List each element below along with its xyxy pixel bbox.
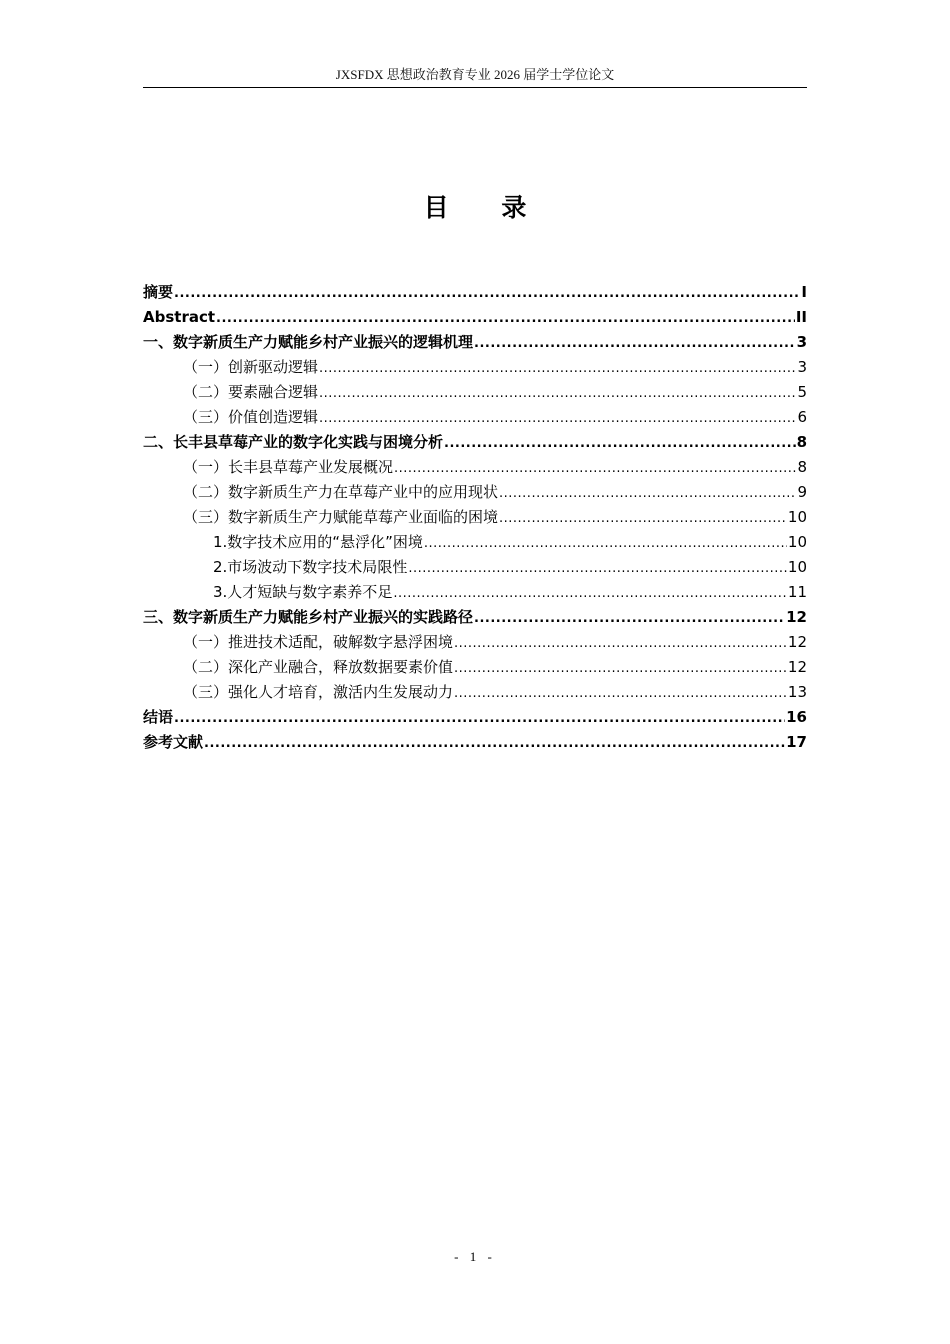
toc-entry-label: （一）长丰县草莓产业发展概况 [183,458,394,476]
toc-dot-leader [174,706,785,731]
toc-entry-page: 10 [787,533,807,551]
toc-dot-leader [216,306,795,331]
toc-entry-label: 结语 [143,708,174,726]
toc-entry-page: 6 [797,408,807,426]
toc-entry-page: 12 [787,658,807,676]
toc-entry[interactable] [143,405,807,430]
toc-dot-leader [454,631,787,656]
toc-entry[interactable] [143,330,807,355]
toc-entry[interactable] [143,530,807,555]
toc-entry[interactable] [143,605,807,630]
toc-dot-leader [319,356,796,381]
toc-entry-page: 12 [787,633,807,651]
toc-entry-label: （一）推进技术适配，破解数字悬浮困境 [183,633,454,651]
toc-entry[interactable] [143,380,807,405]
toc-entry-label: 3.人才短缺与数字素养不足 [213,583,393,601]
toc-entry[interactable] [143,455,807,480]
toc-entry-label: 一、数字新质生产力赋能乡村产业振兴的逻辑机理 [143,333,474,351]
toc-entry[interactable] [143,730,807,755]
toc-entry[interactable] [143,555,807,580]
toc-entry-page: II [795,308,807,326]
toc-entry[interactable] [143,655,807,680]
toc-entry-page: 3 [796,333,807,351]
toc-entry[interactable] [143,580,807,605]
page-number: - 1 - [454,1249,496,1264]
toc-dot-leader [408,556,787,581]
toc-dot-leader [474,606,785,631]
toc-entry[interactable] [143,505,807,530]
toc-entry[interactable] [143,305,807,330]
toc-entry-label: （一）创新驱动逻辑 [183,358,319,376]
toc-entry-page: 8 [796,433,807,451]
toc-entry-page: 9 [797,483,807,501]
toc-entry-page: 5 [797,383,807,401]
toc-dot-leader [454,681,787,706]
toc-entry[interactable] [143,355,807,380]
toc-dot-leader [454,656,787,681]
toc-dot-leader [444,431,796,456]
toc-dot-leader [174,281,800,306]
toc-dot-leader [474,331,796,356]
toc-entry[interactable] [143,630,807,655]
toc-entry-label: （三）强化人才培育，激活内生发展动力 [183,683,454,701]
toc-entry-page: 16 [786,708,807,726]
toc-entry-page: 13 [787,683,807,701]
toc-entry-label: 2.市场波动下数字技术局限性 [213,558,408,576]
toc-entry[interactable] [143,430,807,455]
toc-dot-leader [394,456,796,481]
toc-entry[interactable] [143,705,807,730]
toc-entry[interactable] [143,280,807,305]
toc-entry-page: 3 [797,358,807,376]
toc-dot-leader [499,481,796,506]
toc-entry-label: （三）数字新质生产力赋能草莓产业面临的困境 [183,508,499,526]
toc-entry-label: 三、数字新质生产力赋能乡村产业振兴的实践路径 [143,608,474,626]
toc-entry-page: 10 [787,508,807,526]
toc-dot-leader [204,731,785,756]
toc-entry[interactable] [143,480,807,505]
toc-entry-label: （二）要素融合逻辑 [183,383,319,401]
toc-entry-page: 11 [787,583,807,601]
toc-entry-page: 8 [797,458,807,476]
toc-dot-leader [499,506,787,531]
toc-dot-leader [319,381,796,406]
toc-entry-page: 17 [786,733,807,751]
toc-entry-label: 参考文献 [143,733,204,751]
header-rule [143,87,807,88]
toc-entry-label: 二、长丰县草莓产业的数字化实践与困境分析 [143,433,444,451]
toc-entry-label: （二）深化产业融合，释放数据要素价值 [183,658,454,676]
toc-entry-label: 1.数字技术应用的“悬浮化”困境 [213,533,423,551]
toc-entry-page: 10 [787,558,807,576]
toc-entry-label: （二）数字新质生产力在草莓产业中的应用现状 [183,483,499,501]
toc-dot-leader [393,581,787,606]
toc-entry-label: 摘要 [143,283,174,301]
toc-entry-label: Abstract [143,308,216,326]
toc-dot-leader [424,531,787,556]
toc-dot-leader [319,406,796,431]
page-header: JXSFDX 思想政治教育专业 2026 届学士学位论文 [335,67,615,82]
toc-entry[interactable] [143,680,807,705]
toc-entry-page: 12 [786,608,807,626]
table-of-contents [143,280,807,755]
toc-title: 目 录 [423,193,549,222]
toc-entry-label: （三）价值创造逻辑 [183,408,319,426]
toc-entry-page: I [801,283,807,301]
